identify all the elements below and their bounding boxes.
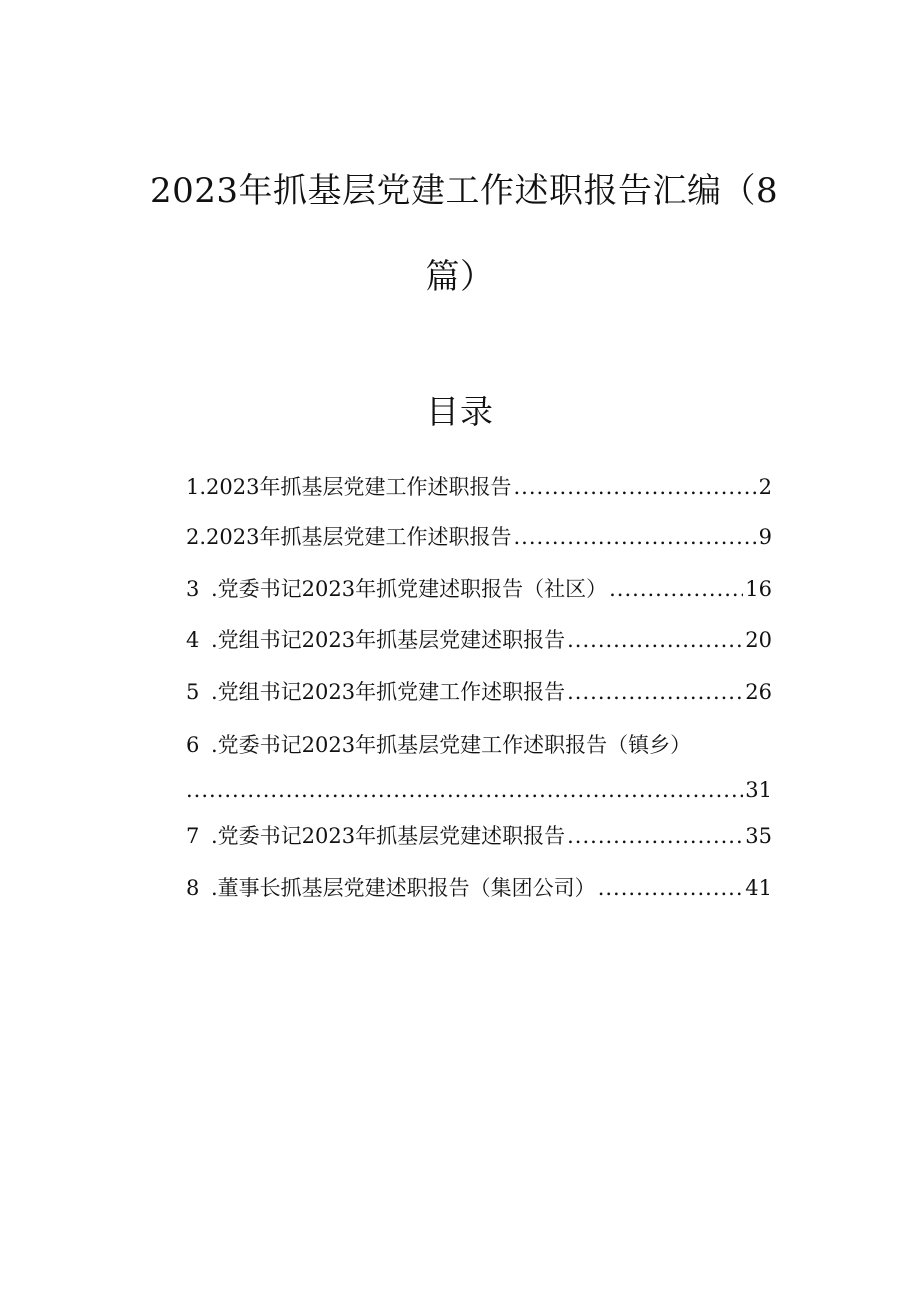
toc-entry-number: 8 (186, 876, 200, 900)
toc-entry-page: 35 (745, 824, 772, 848)
toc-entry-title: .董事长抓基层党建述职报告（集团公司） (211, 876, 596, 900)
toc-entry-2[interactable] (186, 522, 772, 552)
toc-entry-page: 2 (758, 475, 772, 499)
toc-entry-1[interactable] (186, 472, 772, 502)
toc-dot-leader (567, 625, 743, 655)
document-title-line-2: 篇） (425, 257, 495, 297)
toc-entry-title: .党组书记2023年抓基层党建述职报告 (211, 628, 566, 652)
toc-heading: 目录 (426, 392, 494, 431)
toc-entry-page: 41 (745, 876, 772, 900)
toc-entry-page: 20 (745, 628, 772, 652)
toc-entry-title: 2023年抓基层党建工作述职报告 (206, 525, 512, 549)
toc-entry-5[interactable] (186, 677, 772, 707)
toc-entry-page: 9 (758, 525, 772, 549)
toc-dot-leader (598, 873, 744, 903)
toc-entry-number: 3 (186, 577, 200, 601)
toc-entry-number: 5 (186, 680, 200, 704)
toc-dot-leader (186, 775, 743, 805)
toc-entry-page: 31 (745, 778, 772, 802)
toc-entry-title: .党委书记2023年抓党建述职报告（社区） (211, 577, 608, 601)
toc-entry-8[interactable] (186, 873, 772, 903)
toc-entry-page: 16 (745, 577, 772, 601)
toc-entry-3[interactable] (186, 574, 772, 604)
toc-entry-page: 26 (745, 680, 772, 704)
toc-entry-title: .党委书记2023年抓基层党建述职报告 (211, 824, 566, 848)
toc-entry-number: 4 (186, 628, 200, 652)
toc-dot-leader (514, 522, 757, 552)
toc-dot-leader (609, 574, 743, 604)
toc-entry-number: 7 (186, 824, 200, 848)
toc-entry-4[interactable] (186, 625, 772, 655)
toc-entry-title: 2023年抓基层党建工作述职报告 (206, 475, 512, 499)
toc-entry-number: 2. (186, 525, 207, 549)
toc-entry-6[interactable] (186, 730, 772, 760)
toc-entry-title: .党组书记2023年抓党建工作述职报告 (211, 680, 566, 704)
toc-entry-number: 1. (186, 475, 207, 499)
toc-dot-leader (567, 677, 743, 707)
toc-entry-number: 6 (186, 733, 200, 757)
toc-dot-leader (567, 821, 743, 851)
document-title-line-1: 2023年抓基层党建工作述职报告汇编（8 (150, 171, 779, 211)
toc-entry-title: .党委书记2023年抓基层党建工作述职报告（镇乡） (211, 733, 692, 757)
toc-entry-6-continuation[interactable] (186, 775, 772, 805)
toc-entry-7[interactable] (186, 821, 772, 851)
toc-dot-leader (514, 472, 757, 502)
